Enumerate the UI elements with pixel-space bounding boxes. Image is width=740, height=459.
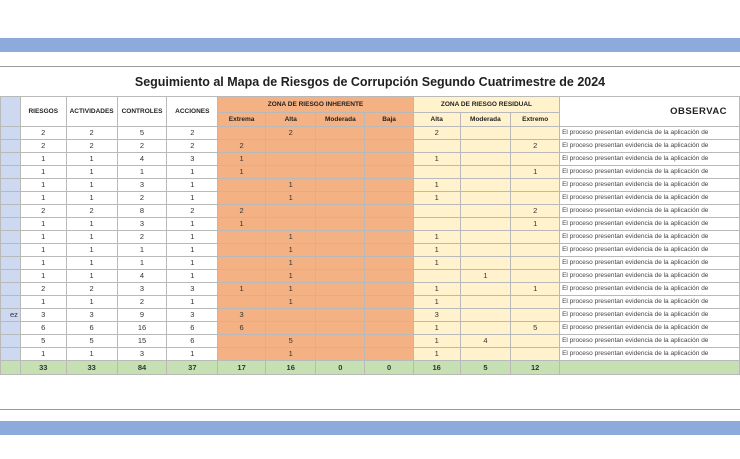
total-controles: 84 [117,361,167,375]
inh-extrema-cell [218,348,266,361]
riesgos-cell: 2 [20,127,66,140]
process-cell [1,335,21,348]
acciones-cell: 1 [167,192,218,205]
acciones-cell: 1 [167,244,218,257]
inh-extrema-cell [218,192,266,205]
res-extremo-cell: 2 [511,140,560,153]
process-cell [1,179,21,192]
observacion-cell: El proceso presentan evidencia de la aplicación de [560,166,740,179]
inh-extrema-cell: 1 [218,283,266,296]
observacion-cell: El proceso presentan evidencia de la aplicación de [560,348,740,361]
inh-moderada-cell [316,153,365,166]
inh-moderada-cell [316,296,365,309]
inh-extrema-cell [218,127,266,140]
controles-cell: 4 [117,153,167,166]
inh-alta-cell [265,309,316,322]
inh-baja-cell [365,166,414,179]
total-inh-alta: 16 [265,361,316,375]
inh-alta-cell: 1 [265,257,316,270]
table-row [1,153,740,166]
table-row [1,309,740,322]
zona-inherente-header: ZONA DE RIESGO INHERENTE [218,97,414,113]
controles-cell: 15 [117,335,167,348]
table-row [1,166,740,179]
inh-alta-cell [265,205,316,218]
inh-baja-cell [365,205,414,218]
riesgos-cell: 1 [20,153,66,166]
inh-alta-cell [265,166,316,179]
controles-cell: 16 [117,322,167,335]
actividades-cell: 2 [66,205,117,218]
inh-extrema-cell [218,231,266,244]
totals-row [1,361,740,375]
inh-baja-cell [365,296,414,309]
process-cell: ez [1,309,21,322]
res-alta-cell [413,140,460,153]
table-row [1,257,740,270]
inh-extrema-cell [218,179,266,192]
inh-moderada-cell [316,257,365,270]
inh-alta-cell: 1 [265,348,316,361]
res-alta-cell: 1 [413,153,460,166]
actividades-cell: 1 [66,270,117,283]
res-extremo-cell: 5 [511,322,560,335]
process-cell [1,231,21,244]
observacion-cell: El proceso presentan evidencia de la aplicación de [560,218,740,231]
inh-baja-cell [365,348,414,361]
sheet-title: Seguimiento al Mapa de Riesgos de Corrupción Segundo Cuatrimestre de 2024 [134,75,606,89]
res-alta-cell [413,205,460,218]
bottom-band [0,421,740,435]
process-cell [1,296,21,309]
res-alta-cell: 1 [413,192,460,205]
inh-baja-cell [365,127,414,140]
res-moderada-cell [460,127,511,140]
res-alta-cell [413,218,460,231]
res-moderada-cell: 4 [460,335,511,348]
inh-moderada-cell [316,348,365,361]
riesgos-cell: 2 [20,205,66,218]
inh-extrema-cell: 1 [218,166,266,179]
observacion-cell: El proceso presentan evidencia de la aplicación de [560,153,740,166]
actividades-cell: 2 [66,140,117,153]
actividades-cell: 1 [66,348,117,361]
res-moderada-cell [460,192,511,205]
inh-alta-cell [265,140,316,153]
total-res-moderada: 5 [460,361,511,375]
res-alta-cell: 1 [413,322,460,335]
total-actividades: 33 [66,361,117,375]
controles-cell: 2 [117,296,167,309]
actividades-cell: 2 [66,127,117,140]
res-extremo-header: Extremo [511,113,560,127]
observacion-cell: El proceso presentan evidencia de la aplicación de [560,192,740,205]
riesgos-cell: 1 [20,179,66,192]
acciones-cell: 1 [167,348,218,361]
process-cell [1,127,21,140]
observacion-cell: El proceso presentan evidencia de la aplicación de [560,309,740,322]
controles-cell: 3 [117,218,167,231]
actividades-cell: 2 [66,283,117,296]
res-extremo-cell [511,270,560,283]
inh-alta-cell: 1 [265,270,316,283]
acciones-cell: 1 [167,270,218,283]
res-extremo-cell [511,231,560,244]
inh-baja-cell [365,335,414,348]
riesgos-cell: 1 [20,166,66,179]
res-extremo-cell [511,257,560,270]
zona-residual-header: ZONA DE RIESGO RESIDUAL [413,97,559,113]
table-row [1,270,740,283]
inh-moderada-cell [316,231,365,244]
actividades-cell: 1 [66,257,117,270]
inh-extrema-cell: 6 [218,322,266,335]
acciones-cell: 2 [167,205,218,218]
inh-alta-cell: 1 [265,296,316,309]
observacion-cell: El proceso presentan evidencia de la aplicación de [560,322,740,335]
controles-cell: 9 [117,309,167,322]
process-cell [1,348,21,361]
process-cell [1,257,21,270]
res-extremo-cell [511,309,560,322]
observacion-cell: El proceso presentan evidencia de la aplicación de [560,127,740,140]
inh-moderada-cell [316,140,365,153]
table-row [1,127,740,140]
process-cell [1,270,21,283]
res-extremo-cell [511,348,560,361]
acciones-cell: 1 [167,218,218,231]
riesgos-cell: 1 [20,296,66,309]
inh-moderada-cell [316,192,365,205]
riesgos-cell: 3 [20,309,66,322]
inh-extrema-cell [218,296,266,309]
inh-extrema-cell: 1 [218,153,266,166]
controles-cell: 5 [117,127,167,140]
process-cell [1,218,21,231]
inh-alta-cell: 2 [265,127,316,140]
inh-extrema-cell [218,244,266,257]
res-extremo-cell: 1 [511,166,560,179]
total-inh-moderada: 0 [316,361,365,375]
res-moderada-cell [460,179,511,192]
inh-baja-cell [365,322,414,335]
inh-extrema-cell [218,257,266,270]
controles-cell: 2 [117,192,167,205]
process-cell [1,244,21,257]
table-row [1,192,740,205]
inh-moderada-cell [316,218,365,231]
acciones-cell: 2 [167,127,218,140]
table-row [1,231,740,244]
inh-baja-cell [365,153,414,166]
table-row [1,140,740,153]
actividades-cell: 1 [66,166,117,179]
res-alta-cell: 1 [413,257,460,270]
process-cell [1,153,21,166]
process-header [1,97,21,127]
inh-baja-header: Baja [365,113,414,127]
risk-table [0,96,740,375]
table-row [1,296,740,309]
res-moderada-cell [460,231,511,244]
actividades-cell: 1 [66,218,117,231]
inh-alta-cell: 1 [265,179,316,192]
acciones-cell: 1 [167,231,218,244]
observacion-cell: El proceso presentan evidencia de la aplicación de [560,244,740,257]
process-cell [1,192,21,205]
acciones-cell: 2 [167,140,218,153]
res-moderada-cell [460,348,511,361]
inh-moderada-cell [316,322,365,335]
inh-moderada-cell [316,283,365,296]
inh-extrema-cell: 3 [218,309,266,322]
res-alta-cell [413,270,460,283]
acciones-cell: 1 [167,257,218,270]
inh-baja-cell [365,270,414,283]
res-extremo-cell [511,192,560,205]
riesgos-cell: 2 [20,283,66,296]
table-row [1,348,740,361]
riesgos-cell: 1 [20,348,66,361]
inh-baja-cell [365,309,414,322]
observaciones-header: OBSERVAC [560,97,740,127]
acciones-cell: 3 [167,283,218,296]
res-moderada-cell [460,296,511,309]
riesgos-cell: 1 [20,231,66,244]
observacion-cell: El proceso presentan evidencia de la aplicación de [560,270,740,283]
riesgos-cell: 1 [20,192,66,205]
total-res-extremo: 12 [511,361,560,375]
acciones-cell: 1 [167,296,218,309]
inh-moderada-cell [316,244,365,257]
res-moderada-cell [460,322,511,335]
actividades-cell: 6 [66,322,117,335]
inh-extrema-cell [218,270,266,283]
top-band [0,38,740,52]
controles-cell: 1 [117,257,167,270]
actividades-cell: 1 [66,153,117,166]
inh-extrema-header: Extrema [218,113,266,127]
res-alta-cell: 1 [413,335,460,348]
table-body [1,127,740,361]
inh-moderada-cell [316,166,365,179]
inh-moderada-cell [316,335,365,348]
res-alta-cell [413,166,460,179]
riesgos-cell: 1 [20,270,66,283]
controles-cell: 4 [117,270,167,283]
inh-alta-cell [265,322,316,335]
observacion-cell: El proceso presentan evidencia de la aplicación de [560,179,740,192]
riesgos-cell: 1 [20,257,66,270]
actividades-cell: 1 [66,179,117,192]
res-moderada-cell [460,257,511,270]
res-alta-cell: 1 [413,283,460,296]
process-cell [1,166,21,179]
inh-baja-cell [365,231,414,244]
controles-cell: 3 [117,179,167,192]
process-cell [1,283,21,296]
actividades-cell: 3 [66,309,117,322]
observacion-cell: El proceso presentan evidencia de la aplicación de [560,296,740,309]
inh-alta-header: Alta [265,113,316,127]
acciones-cell: 3 [167,153,218,166]
header-row-1 [1,97,740,113]
res-moderada-cell [460,283,511,296]
actividades-cell: 5 [66,335,117,348]
inh-baja-cell [365,179,414,192]
controles-cell: 8 [117,205,167,218]
observacion-cell: El proceso presentan evidencia de la aplicación de [560,140,740,153]
inh-alta-cell [265,218,316,231]
res-moderada-cell [460,309,511,322]
acciones-cell: 1 [167,179,218,192]
inh-moderada-cell [316,309,365,322]
totals-label [1,361,21,375]
observacion-cell: El proceso presentan evidencia de la aplicación de [560,283,740,296]
inh-baja-cell [365,192,414,205]
inh-moderada-cell [316,270,365,283]
table-row [1,205,740,218]
total-inh-baja: 0 [365,361,414,375]
controles-cell: 2 [117,231,167,244]
acciones-cell: 1 [167,166,218,179]
riesgos-cell: 2 [20,140,66,153]
inh-baja-cell [365,218,414,231]
table-row [1,244,740,257]
table-row [1,179,740,192]
res-alta-cell: 1 [413,179,460,192]
res-moderada-cell [460,166,511,179]
controles-cell: 1 [117,244,167,257]
actividades-cell: 1 [66,231,117,244]
res-extremo-cell [511,179,560,192]
acciones-cell: 6 [167,322,218,335]
process-cell [1,140,21,153]
res-moderada-cell [460,140,511,153]
res-moderada-cell [460,218,511,231]
res-extremo-cell [511,127,560,140]
inh-baja-cell [365,257,414,270]
res-moderada-cell: 1 [460,270,511,283]
riesgos-cell: 5 [20,335,66,348]
riesgos-cell: 1 [20,244,66,257]
observacion-cell: El proceso presentan evidencia de la aplicación de [560,335,740,348]
inh-baja-cell [365,244,414,257]
controles-cell: 3 [117,348,167,361]
table-row [1,218,740,231]
res-moderada-cell [460,153,511,166]
inh-moderada-cell [316,127,365,140]
total-acciones: 37 [167,361,218,375]
res-alta-cell: 1 [413,296,460,309]
actividades-header: ACTIVIDADES [66,97,117,127]
actividades-cell: 1 [66,244,117,257]
inh-alta-cell: 1 [265,192,316,205]
inh-alta-cell: 1 [265,244,316,257]
res-extremo-cell: 2 [511,205,560,218]
table-row [1,283,740,296]
controles-header: CONTROLES [117,97,167,127]
inh-moderada-cell [316,179,365,192]
res-moderada-cell [460,244,511,257]
res-extremo-cell [511,296,560,309]
process-cell [1,205,21,218]
inh-moderada-cell [316,205,365,218]
inh-alta-cell: 1 [265,283,316,296]
inh-alta-cell: 5 [265,335,316,348]
table-row [1,322,740,335]
riesgos-header: RIESGOS [20,97,66,127]
inh-extrema-cell: 2 [218,140,266,153]
res-extremo-cell [511,153,560,166]
res-moderada-header: Moderada [460,113,511,127]
riesgos-cell: 1 [20,218,66,231]
inh-alta-cell [265,153,316,166]
riesgos-cell: 6 [20,322,66,335]
observacion-cell: El proceso presentan evidencia de la aplicación de [560,231,740,244]
res-extremo-cell [511,335,560,348]
res-alta-cell: 1 [413,231,460,244]
acciones-cell: 3 [167,309,218,322]
inh-extrema-cell: 2 [218,205,266,218]
controles-cell: 2 [117,140,167,153]
inh-extrema-cell: 1 [218,218,266,231]
total-res-alta: 16 [413,361,460,375]
res-alta-cell: 1 [413,348,460,361]
process-cell [1,322,21,335]
inh-baja-cell [365,140,414,153]
actividades-cell: 1 [66,192,117,205]
controles-cell: 3 [117,283,167,296]
table-row [1,335,740,348]
inh-extrema-cell [218,335,266,348]
res-alta-cell: 1 [413,244,460,257]
res-extremo-cell: 1 [511,283,560,296]
observacion-cell: El proceso presentan evidencia de la aplicación de [560,257,740,270]
inh-alta-cell: 1 [265,231,316,244]
res-alta-cell: 2 [413,127,460,140]
res-extremo-cell [511,244,560,257]
total-riesgos: 33 [20,361,66,375]
controles-cell: 1 [117,166,167,179]
inh-baja-cell [365,283,414,296]
res-extremo-cell: 1 [511,218,560,231]
res-alta-header: Alta [413,113,460,127]
observacion-cell: El proceso presentan evidencia de la aplicación de [560,205,740,218]
acciones-cell: 6 [167,335,218,348]
total-observaciones [560,361,740,375]
acciones-header: ACCIONES [167,97,218,127]
total-inh-extrema: 17 [218,361,266,375]
actividades-cell: 1 [66,296,117,309]
inh-moderada-header: Moderada [316,113,365,127]
res-moderada-cell [460,205,511,218]
res-alta-cell: 3 [413,309,460,322]
